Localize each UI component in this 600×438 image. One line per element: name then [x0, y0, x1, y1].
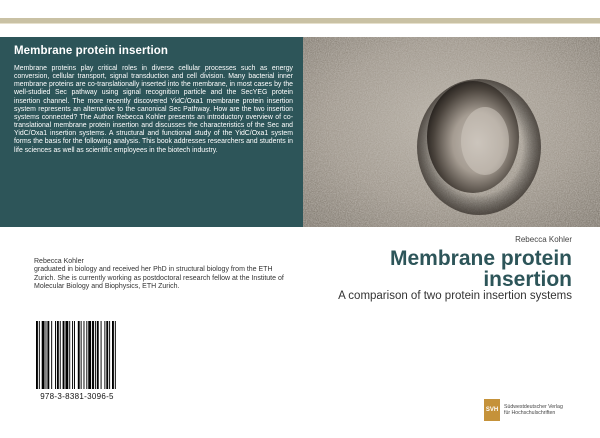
isbn-number: 978-3-8381-3096-5: [40, 392, 114, 401]
barcode-bar: [88, 321, 91, 389]
book-subtitle: A comparison of two protein insertion systems: [338, 290, 572, 302]
barcode-bar: [81, 321, 82, 389]
publisher-line-2: für Hochschulschriften: [504, 410, 556, 417]
barcode-bar: [84, 321, 85, 389]
blurb-text: Membrane proteins play critical roles in diverse cellular processes such as energy conversion, cellular transport, signal transduction and cell division. Many bacterial inner membrane proteins are co-translationally inserted into the membrane, in most cases by the well-studied Sec pathway using signal recognition particle and the SecYEG protein insertion channel. The more recently discovered YidC/Oxa1 membrane protein insertion system represents an alternative to the canonical Sec Pathway. How are the two insertion systems connected? The Author Rebecca Kohler presents an introductory overview of co-translational membrane protein insertion and discusses the characteristics of the Sec and YidC/Oxa1 insertion systems. A structural and functional study of the YidC/Oxa1 system forms the basis for the following analysis. This book addresses researchers and students in life sciences as well as scientific employees in the biotech industry.: [14, 65, 293, 154]
title-line-1: Membrane protein: [389, 247, 572, 270]
publisher-name: [504, 404, 563, 417]
barcode-bar: [65, 321, 68, 389]
panel-title: Membrane protein insertion: [14, 45, 169, 57]
barcode-bar: [42, 321, 45, 389]
barcode-bar: [74, 321, 75, 389]
cover-photo: [303, 37, 600, 227]
publisher: [484, 399, 584, 425]
barcode-bar: [109, 321, 110, 389]
barcode-bar: [106, 321, 108, 389]
barcode-bar: [104, 321, 105, 389]
bio-text: graduated in biology and received her PhD in structural biology from the ETH Zurich. She is currently working as postdoctoral research fellow at the Institute of Molecular Biology and Biophysics, ETH Zurich.: [34, 266, 284, 291]
stone-hole-image: [303, 37, 600, 227]
barcode-bar: [72, 321, 73, 389]
barcode-bars: [34, 321, 120, 391]
barcode-bar: [97, 321, 99, 389]
author-bio: [34, 258, 284, 292]
barcode-bar: [57, 321, 59, 389]
publisher-logo: SVH: [484, 399, 500, 421]
top-line: [0, 23, 600, 24]
barcode-bar: [115, 321, 116, 389]
barcode-bar: [63, 321, 65, 389]
barcode-bar: [69, 321, 70, 389]
blurb-panel: [0, 37, 303, 227]
barcode-bar: [101, 321, 102, 389]
barcode: [34, 321, 120, 405]
publisher-line-1: Südwestdeutscher Verlag: [504, 404, 563, 410]
barcode-bar: [39, 321, 40, 389]
bio-name: Rebecca Kohler: [34, 258, 84, 265]
barcode-bar: [60, 321, 61, 389]
title-line-2: insertion: [483, 268, 572, 291]
author-name: Rebecca Kohler: [515, 235, 572, 244]
barcode-bar: [51, 321, 52, 389]
book-title: [332, 248, 572, 290]
barcode-bar: [92, 321, 94, 389]
barcode-bar: [46, 321, 47, 389]
barcode-bar: [55, 321, 56, 389]
barcode-bar: [86, 321, 87, 389]
barcode-bar: [47, 321, 49, 389]
barcode-bar: [95, 321, 96, 389]
barcode-bar: [78, 321, 80, 389]
barcode-bar: [112, 321, 114, 389]
barcode-bar: [36, 321, 38, 389]
